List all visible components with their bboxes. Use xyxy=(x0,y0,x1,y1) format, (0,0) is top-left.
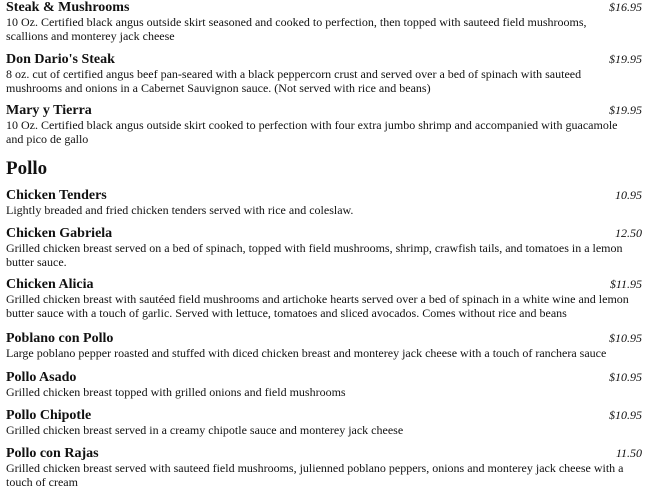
item-price: 10.95 xyxy=(615,188,642,202)
item-price: 12.50 xyxy=(615,226,642,240)
item-description: 10 Oz. Certified black angus outside skirt cooked to perfection with four extra jumbo shrimp and accompanied with guacamole and pico de gallo xyxy=(6,118,618,146)
item-description: 8 oz. cut of certified angus beef pan-seared with a black peppercorn crust and served over a bed of spinach with sauteed mushrooms and onions in a Cabernet Sauvignon sauce. (Not served with rice and beans) xyxy=(6,67,582,95)
item-price: $10.95 xyxy=(609,370,642,384)
item-description: Grilled chicken breast served with sauteed field mushrooms, julienned poblano peppers, onions and monterey jack cheese with a touch of cream xyxy=(6,461,624,489)
item-name: Chicken Tenders xyxy=(6,188,107,203)
item-description: Lightly breaded and fried chicken tenders served with rice and coleslaw. xyxy=(6,203,354,217)
item-name: Steak & Mushrooms xyxy=(6,0,130,15)
section-title-pollo: Pollo xyxy=(6,158,48,179)
item-price: $10.95 xyxy=(609,408,642,422)
item-name: Pollo Chipotle xyxy=(6,408,92,423)
item-price: $11.95 xyxy=(609,277,642,291)
item-description: Grilled chicken breast topped with grilled onions and field mushrooms xyxy=(6,385,346,399)
item-name: Don Dario's Steak xyxy=(6,52,115,67)
item-name: Chicken Alicia xyxy=(6,277,94,292)
item-description: Grilled chicken breast with sautéed field mushrooms and artichoke hearts served over a bed of spinach in a white wine and lemon butter sauce with a touch of garlic. Served with lettuce, tomatoes and sliced avocados. Comes without rice and beans xyxy=(6,292,629,320)
item-description: Large poblano pepper roasted and stuffed with diced chicken breast and monterey jack cheese with a touch of ranchera sauce xyxy=(6,346,607,360)
item-name: Mary y Tierra xyxy=(6,103,92,118)
item-name: Chicken Gabriela xyxy=(6,226,113,241)
item-price: 11.50 xyxy=(615,446,642,460)
item-price: $10.95 xyxy=(609,331,642,345)
item-description: Grilled chicken breast served on a bed of spinach, topped with field mushrooms, shrimp, crawfish tails, and tomatoes in a lemon butter sauce. xyxy=(6,241,623,269)
item-description: 10 Oz. Certified black angus outside skirt seasoned and cooked to perfection, then topped with sauteed field mushrooms, scallions and monterey jack cheese xyxy=(6,15,587,43)
item-price: $16.95 xyxy=(609,0,642,14)
item-price: $19.95 xyxy=(609,52,642,66)
item-description: Grilled chicken breast served in a creamy chipotle sauce and monterey jack cheese xyxy=(6,423,404,437)
item-name: Poblano con Pollo xyxy=(6,331,114,346)
item-name: Pollo Asado xyxy=(6,370,77,385)
item-price: $19.95 xyxy=(609,103,642,117)
item-name: Pollo con Rajas xyxy=(6,446,99,461)
